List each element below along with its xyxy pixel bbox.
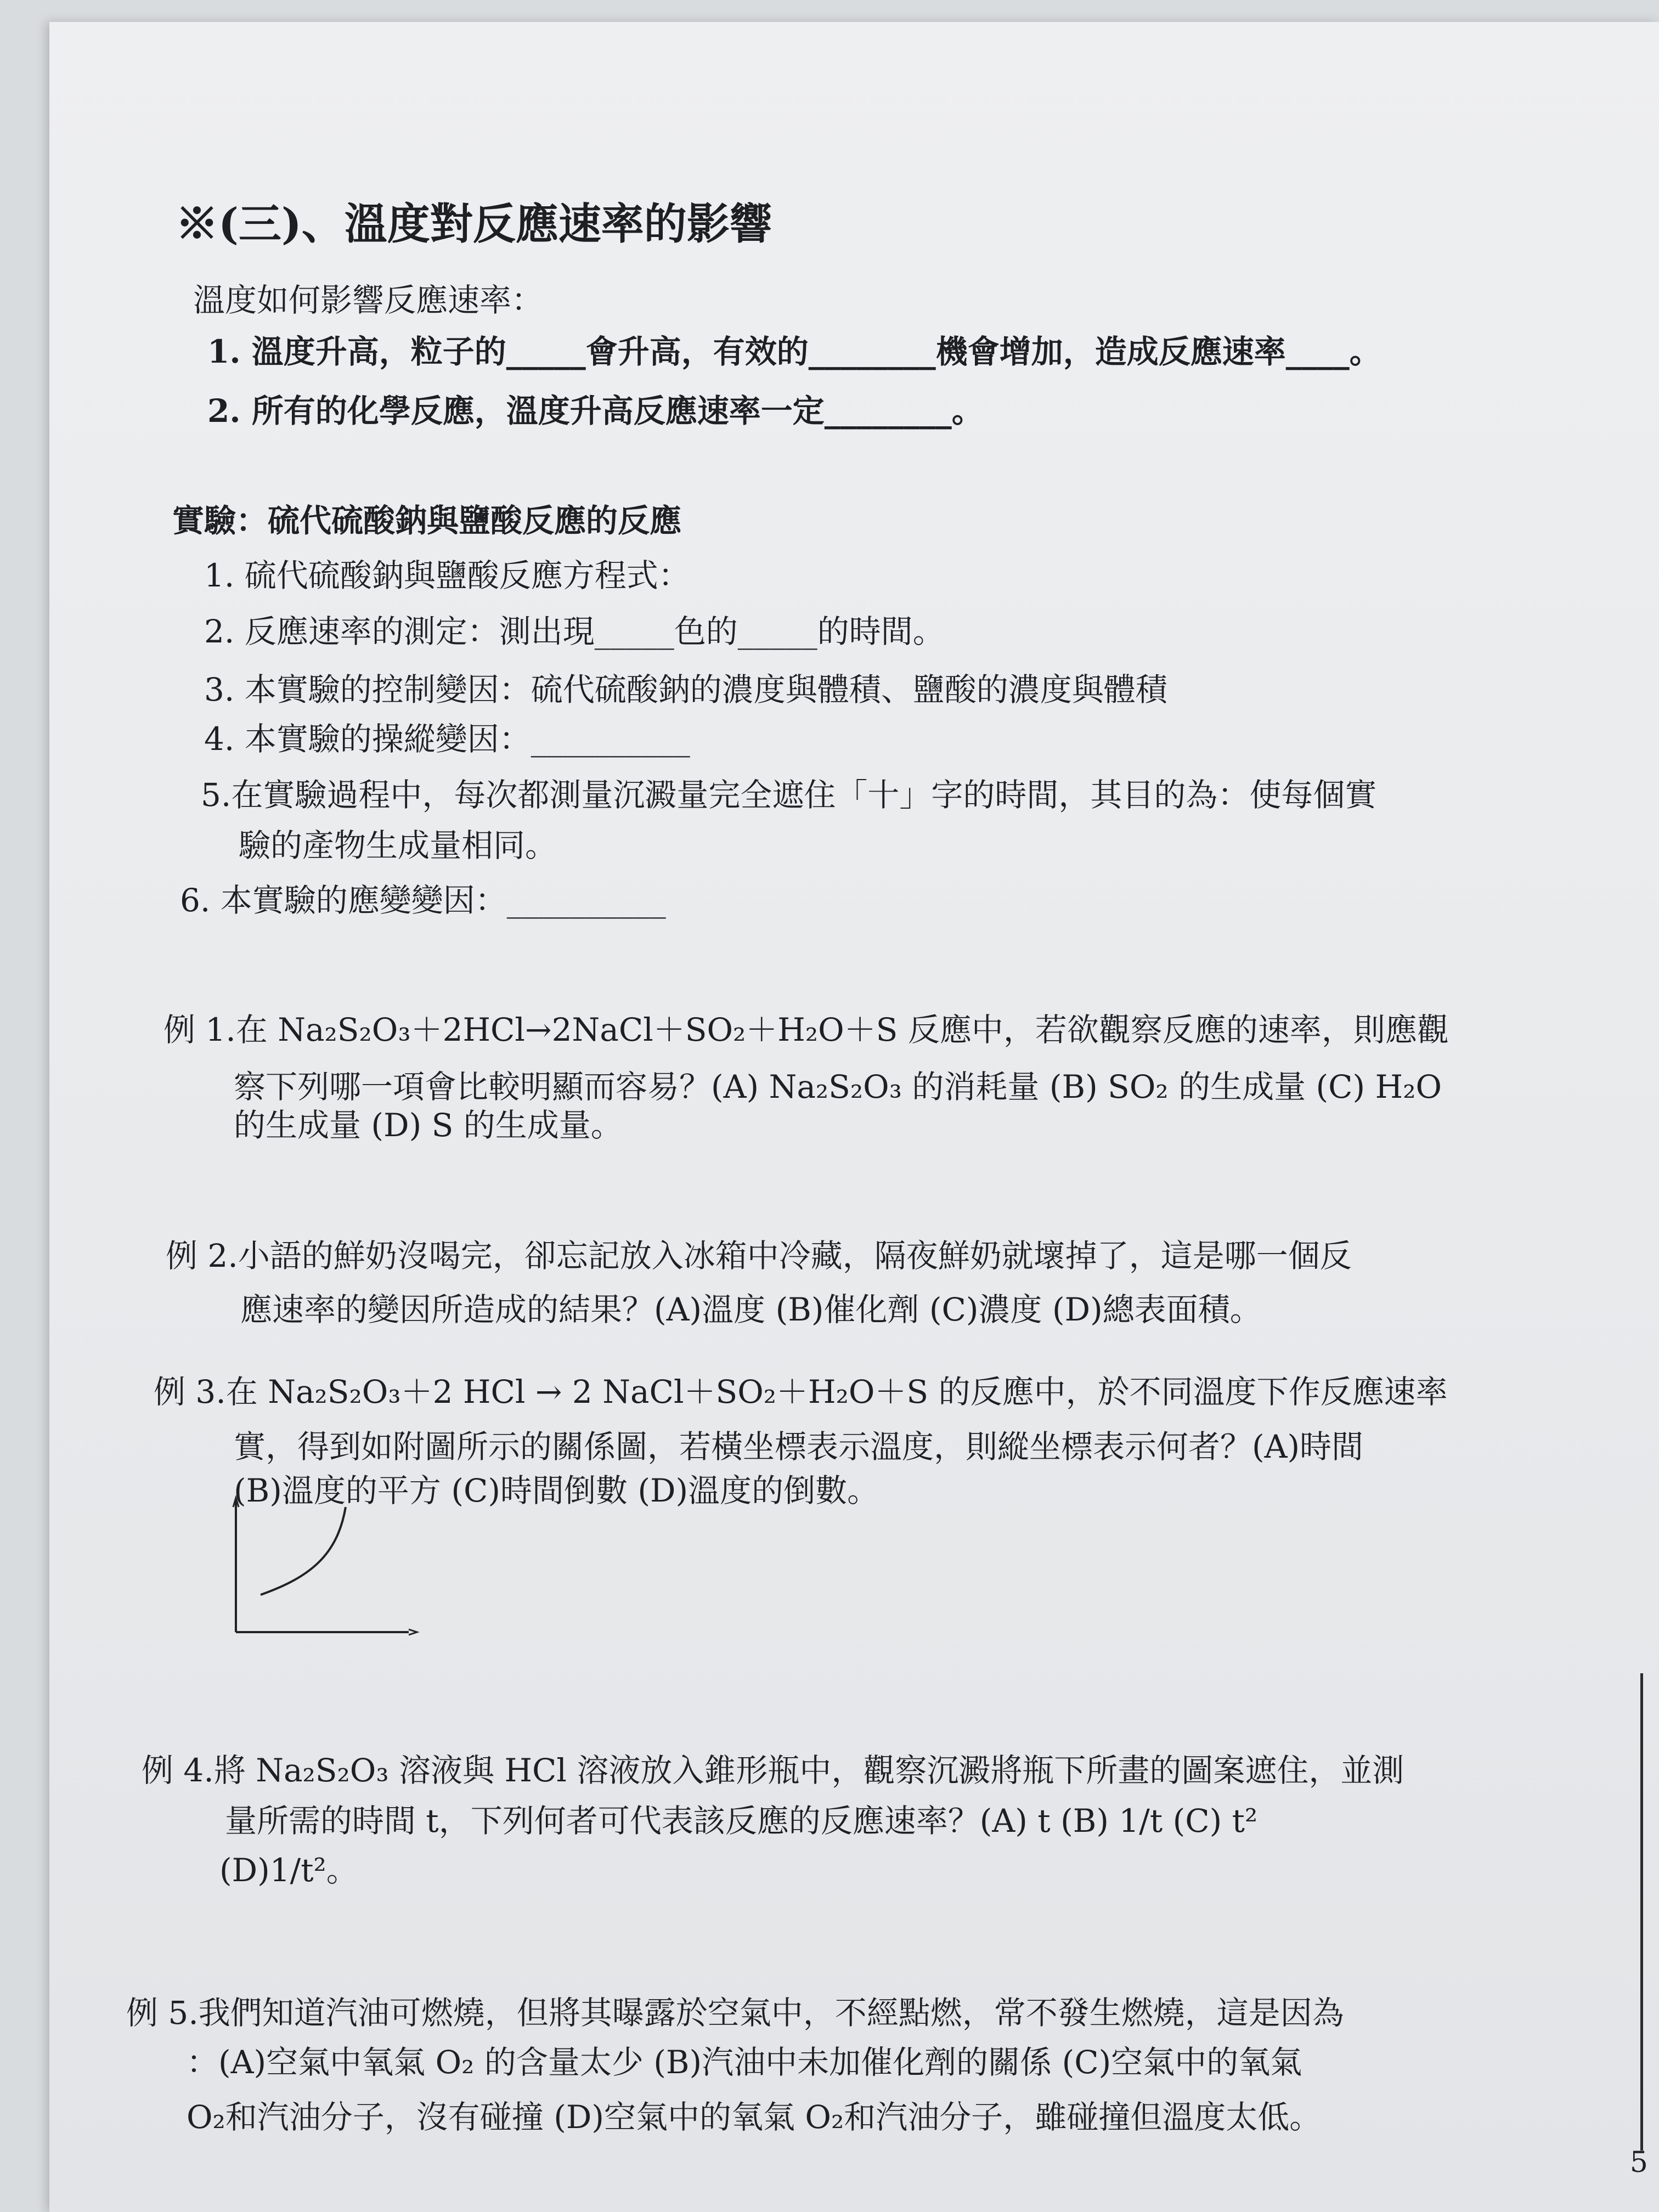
example-4-line-1: 例 4.將 Na₂S₂O₃ 溶液與 HCl 溶液放入錐形瓶中，觀察沉澱將瓶下所畫的圖案遮住，並測 [142,1752,1404,1789]
example-2-line-2: 應速率的變因所造成的結果？(A)溫度 (B)催化劑 (C)濃度 (D)總表面積。 [240,1291,1262,1328]
experiment-title: 實驗：硫代硫酸鈉與鹽酸反應的反應 [172,502,682,539]
experiment-item-6: 6. 本實驗的應變變因：__________ [180,882,666,919]
rule-2: 2. 所有的化學反應，溫度升高反應速率一定________。 [207,392,984,430]
experiment-item-1: 1. 硫代硫酸鈉與鹽酸反應方程式： [204,557,690,594]
example-5-line-3: O₂和汽油分子，沒有碰撞 (D)空氣中的氧氣 O₂和汽油分子，雖碰撞但溫度太低。 [187,2098,1322,2136]
example-1-line-3: 的生成量 (D) S 的生成量。 [234,1107,623,1144]
experiment-item-2: 2. 反應速率的測定：測出現_____色的_____的時間。 [204,613,945,650]
worksheet-page [49,22,1659,2212]
experiment-item-5-cont: 驗的產物生成量相同。 [239,827,557,864]
experiment-item-4: 4. 本實驗的操縱變因：__________ [204,720,690,758]
example-5-line-1: 例 5.我們知道汽油可燃燒，但將其曝露於空氣中，不經點燃，常不發生燃燒，這是因為 [126,1994,1344,2032]
experiment-item-3: 3. 本實驗的控制變因：硫代硫酸鈉的濃度與體積、鹽酸的濃度與體積 [204,671,1167,708]
example-4-line-3: (D)1/t²。 [219,1852,358,1889]
example-4-line-2: 量所需的時間 t，下列何者可代表該反應的反應速率？(A) t (B) 1/t (C) t² [225,1802,1258,1839]
intro-text: 溫度如何影響反應速率： [193,281,544,319]
example-1-line-2: 察下列哪一項會比較明顯而容易？(A) Na₂S₂O₃ 的消耗量 (B) SO₂ 的生成量 (C) H₂O [234,1068,1442,1105]
rule-1: 1. 溫度升高，粒子的_____會升高，有效的________機會增加，造成反應速率____。 [207,333,1381,370]
experiment-item-5: 5.在實驗過程中，每次都測量沉澱量完全遮住「十」字的時間，其目的為：使每個實 [201,776,1377,814]
example-2-line-1: 例 2.小語的鮮奶沒喝完，卻忘記放入冰箱中冷藏，隔夜鮮奶就壞掉了，這是哪一個反 [166,1237,1352,1274]
example-3-line-1: 例 3.在 Na₂S₂O₃＋2 HCl → 2 NaCl＋SO₂＋H₂O＋S 的反應中，於不同溫度下作反應速率 [154,1373,1448,1410]
graph-curve [261,1507,346,1595]
graph-x-arrow [409,1629,417,1635]
right-margin-rule [1640,1673,1643,2151]
example-1-line-1: 例 1.在 Na₂S₂O₃＋2HCl→2NaCl＋SO₂＋H₂O＋S 反應中，若欲觀察反應的速率，則應觀 [163,1011,1449,1048]
example-3-line-2: 實，得到如附圖所示的關係圖，若橫坐標表示溫度，則縱坐標表示何者？(A)時間 [234,1428,1364,1465]
section-title: ※(三)、溫度對反應速率的影響 [176,199,772,249]
example-3-graph [222,1495,420,1643]
page-number: 5 [1629,2146,1648,2179]
example-3-line-3: (B)溫度的平方 (C)時間倒數 (D)溫度的倒數。 [234,1472,879,1509]
example-5-line-2: ：(A)空氣中氧氣 O₂ 的含量太少 (B)汽油中未加催化劑的關係 (C)空氣中的氧氣 [187,2044,1302,2081]
